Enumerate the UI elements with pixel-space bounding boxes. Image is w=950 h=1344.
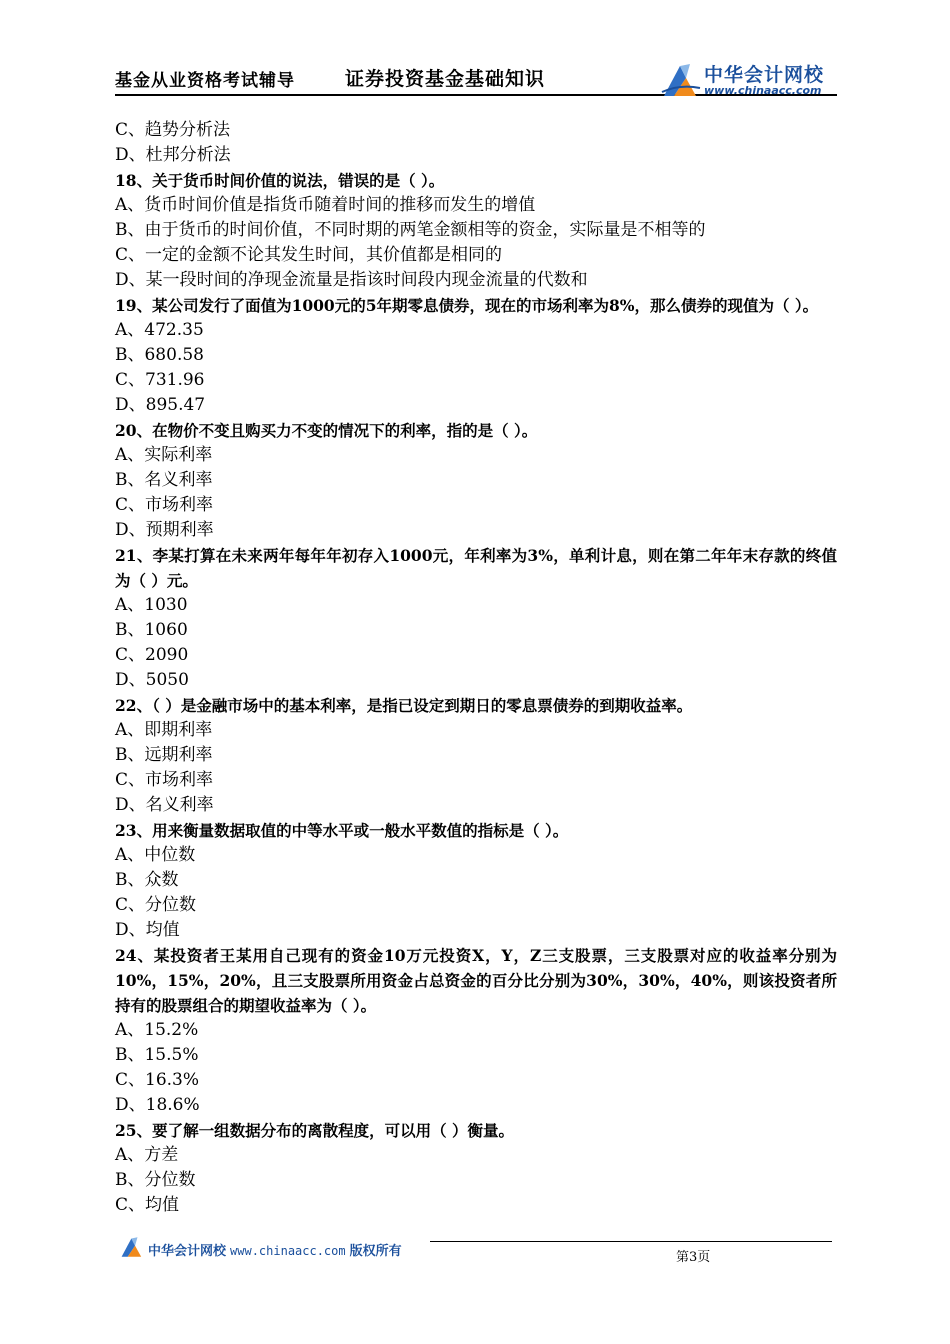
- question-stem: 19、某公司发行了面值为1000元的5年期零息债券，现在的市场利率为8%，那么债券的现值为（ ）。: [115, 296, 819, 315]
- question-stem: 24、某投资者王某用自己现有的资金10万元投资X，Y，Z三支股票，三支股票对应的收益率分别为10%，15%，20%，且三支股票所用资金占总资金的百分比分别为30%，30%，40%，则该投资者所持有的股票组合的期望收益率为（ ）。: [115, 946, 837, 1015]
- answer-option: D、名义利率: [115, 795, 214, 815]
- answer-option: C、16.3%: [115, 1070, 200, 1090]
- footer-logo-icon: [118, 1236, 146, 1258]
- question-stem: 18、关于货币时间价值的说法，错误的是（ ）。: [115, 171, 445, 190]
- answer-option: A、实际利率: [115, 445, 213, 465]
- answer-option: A、472.35: [115, 320, 204, 340]
- chinaacc-logo: [660, 60, 840, 100]
- page-number: 第3页: [676, 1250, 711, 1265]
- answer-option: C、731.96: [115, 370, 205, 390]
- question-stem: 21、李某打算在未来两年每年年初存入1000元，年利率为3%，单利计息，则在第二年年末存款的终值为（ ）元。: [115, 546, 837, 590]
- answer-option: D、杜邦分析法: [115, 145, 231, 165]
- answer-option: C、市场利率: [115, 495, 214, 515]
- answer-option: D、某一段时间的净现金流量是指该时间段内现金流量的代数和: [115, 270, 588, 290]
- answer-option: C、分位数: [115, 895, 197, 915]
- answer-option: D、均值: [115, 920, 180, 940]
- answer-option: A、方差: [115, 1145, 179, 1165]
- answer-option: C、一定的金额不论其发生时间，其价值都是相同的: [115, 245, 503, 265]
- question-stem: 23、用来衡量数据取值的中等水平或一般水平数值的指标是（ ）。: [115, 821, 569, 840]
- answer-option: A、中位数: [115, 845, 196, 865]
- answer-option: A、1030: [115, 595, 188, 615]
- question-stem: 25、要了解一组数据分布的离散程度，可以用（ ）衡量。: [115, 1121, 514, 1140]
- header-exam-title: 基金从业资格考试辅导: [115, 71, 295, 91]
- answer-option: D、5050: [115, 670, 189, 690]
- answer-option: C、2090: [115, 645, 189, 665]
- answer-option: C、趋势分析法: [115, 120, 231, 140]
- answer-option: B、1060: [115, 620, 188, 640]
- header-subject-title: 证券投资基金基础知识: [345, 68, 546, 90]
- answer-option: C、市场利率: [115, 770, 214, 790]
- answer-option: B、远期利率: [115, 745, 213, 765]
- answer-option: D、895.47: [115, 395, 206, 415]
- answer-option: D、预期利率: [115, 520, 214, 540]
- answer-option: A、货币时间价值是指货币随着时间的推移而发生的增值: [115, 195, 536, 215]
- question-list: [115, 118, 837, 1218]
- answer-option: A、即期利率: [115, 720, 213, 740]
- logo-url: www.chinaacc.com: [704, 84, 822, 97]
- footer-brand-name: 中华会计网校: [148, 1244, 227, 1259]
- answer-option: B、由于货币的时间价值，不同时期的两笔金额相等的资金，实际量是不相等的: [115, 220, 706, 240]
- footer-divider: [430, 1241, 832, 1242]
- answer-option: A、15.2%: [115, 1020, 199, 1040]
- answer-option: B、名义利率: [115, 470, 213, 490]
- answer-option: B、680.58: [115, 345, 204, 365]
- answer-option: B、众数: [115, 870, 179, 890]
- logo-name: 中华会计网校: [704, 64, 825, 86]
- logo-mark-icon: [660, 62, 702, 98]
- footer-rights: 版权所有: [349, 1244, 402, 1259]
- answer-option: C、均值: [115, 1195, 180, 1215]
- answer-option: D、18.6%: [115, 1095, 200, 1115]
- footer-url: www.chinaacc.com: [230, 1244, 346, 1258]
- question-stem: 22、（ ）是金融市场中的基本利率，是指已设定到期日的零息票债券的到期收益率。: [115, 696, 693, 715]
- question-stem: 20、在物价不变且购买力不变的情况下的利率，指的是（ ）。: [115, 421, 538, 440]
- answer-option: B、分位数: [115, 1170, 196, 1190]
- answer-option: B、15.5%: [115, 1045, 199, 1065]
